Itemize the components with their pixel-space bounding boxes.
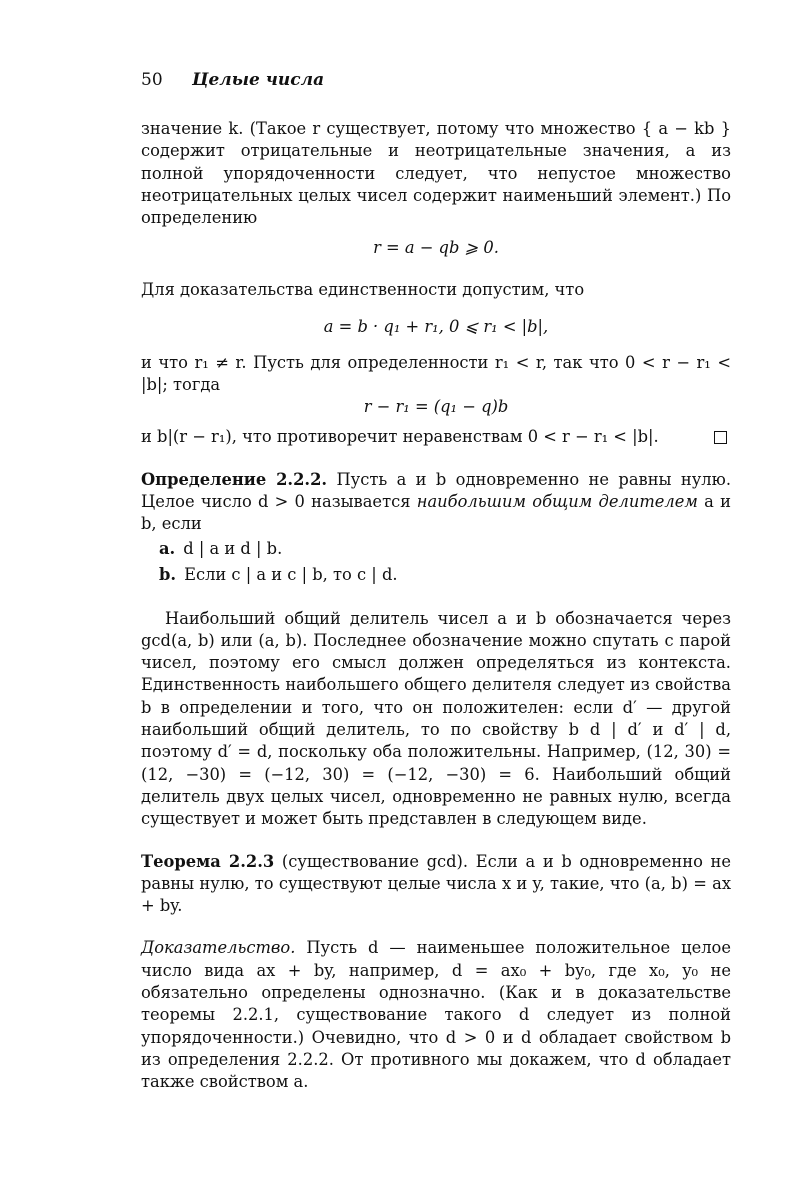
theorem-block bbox=[141, 851, 731, 918]
paragraph-2: Для доказательства единственности допустим, что bbox=[141, 280, 585, 300]
definition-item-a bbox=[141, 536, 731, 562]
item-label: b. bbox=[159, 564, 177, 584]
definition-item-b bbox=[141, 562, 731, 588]
item-label: a. bbox=[159, 538, 176, 558]
theorem-label: Теорема 2.2.3 bbox=[141, 851, 275, 871]
proof-block bbox=[141, 937, 731, 1093]
paragraph-3: и что r₁ ≠ r. Пусть для определенности r₁ < r, так что 0 < r − r₁ < |b|; тогда bbox=[141, 352, 731, 395]
equation-2: a = b · q₁ + r₁, 0 ⩽ r₁ < |b|, bbox=[323, 316, 549, 336]
definition-label: Определение 2.2.2. bbox=[141, 469, 328, 489]
definition-text-b: a и b, если bbox=[141, 491, 731, 534]
definition-block bbox=[141, 469, 731, 536]
proof-end-line bbox=[141, 426, 731, 448]
paragraph-1: значение k. (Такое r существует, потому что множество { a − kb } содержит отрицательные и неотрицательные значения, а из полной упорядоченности следует, что непустое множество неотрицательных целых чисел содержит наименьший элемент.) По определению bbox=[141, 119, 731, 228]
theorem-text: (существование gcd). Если a и b одновременно не равны нулю, то существуют целые числа x и y, такие, что (a, b) = ax + by. bbox=[141, 851, 731, 916]
definition-text-a: Пусть a и b одновременно не равны нулю. Целое число d > 0 называется bbox=[141, 469, 731, 511]
page-number: 50 bbox=[141, 70, 163, 90]
paragraph-4: и b|(r − r₁), что противоречит неравенствам 0 < r − r₁ < |b|. bbox=[141, 427, 659, 447]
book-page bbox=[141, 70, 731, 1094]
paragraph-5: Наибольший общий делитель чисел a и b обозначается через gcd(a, b) или (a, b). Последнее обозначение можно спутать с парой чисел, поэтому его смысл должен определяться из контекста. Единственность наибольшего общего делителя следует из свойства b в определении и того, что он положителен: если d′ — другой наибольший общий делитель, то по свойству b d | d′ и d′ | d, поэтому d′ = d, поскольку оба положительны. Например, (12, 30) = (12, −30) = (−12, 30) = (−12, −30) = 6. Наибольший общий делитель двух целых чисел, одновременно не равных нулю, всегда существует и может быть представлен в следующем виде. bbox=[141, 608, 731, 829]
item-text: d | a и d | b. bbox=[183, 538, 283, 558]
proof-text: Пусть d — наименьшее положительное целое число вида ax + by, например, d = ax₀ + by₀, где x₀, y₀ не обязательно определены однозначно. (Как и в доказательстве теоремы 2.2.1, существование такого d следует из полной упорядоченности.) Очевидно, что d > 0 и d обладает свойством b из определения 2.2.2. От противного мы докажем, что d обладает также свойством a. bbox=[141, 938, 731, 1092]
proof-label: Доказательство. bbox=[141, 938, 296, 958]
definition-term: наибольшим общим делителем bbox=[416, 491, 698, 511]
qed-square-icon bbox=[714, 431, 727, 444]
item-text: Если c | a и c | b, то c | d. bbox=[184, 564, 398, 584]
equation-3: r − r₁ = (q₁ − q)b bbox=[363, 397, 509, 417]
running-title: Целые числа bbox=[192, 70, 325, 90]
running-header bbox=[141, 70, 731, 92]
equation-1: r = a − qb ⩾ 0. bbox=[373, 238, 499, 258]
